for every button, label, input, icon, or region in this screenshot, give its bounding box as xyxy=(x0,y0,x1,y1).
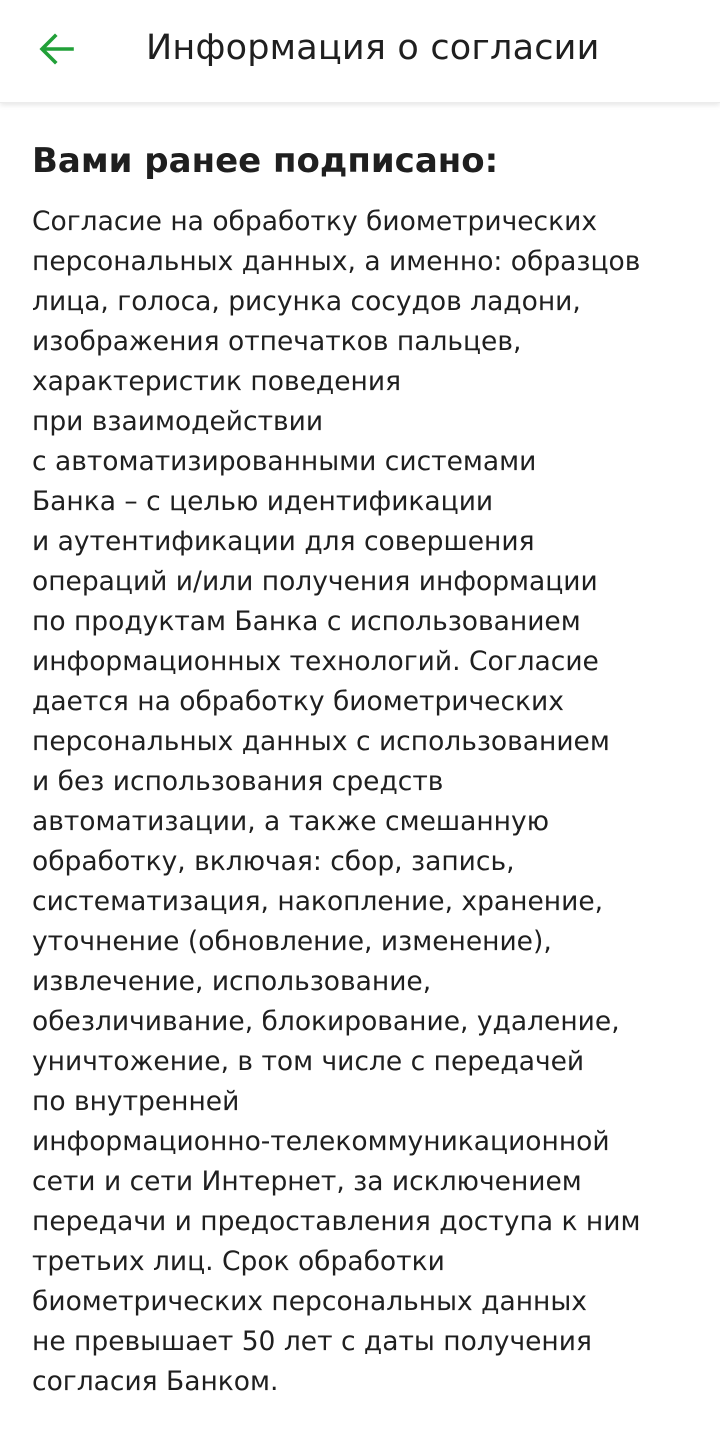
consent-text-line: сети и сети Интернет, за исключением xyxy=(32,1166,582,1197)
consent-text-line: обработку, включая: сбор, запись, xyxy=(32,846,515,877)
page-title: Информация о согласии xyxy=(146,28,600,68)
consent-text-line: с автоматизированными системами xyxy=(32,446,537,477)
consent-text-line: и без использования средств xyxy=(32,766,444,797)
consent-text-line: биометрических персональных данных xyxy=(32,1286,587,1317)
consent-text-line: информационных технологий. Согласие xyxy=(32,646,599,677)
consent-text xyxy=(32,202,688,1402)
section-heading: Вами ранее подписано: xyxy=(32,141,499,181)
consent-text-line: операций и/или получения информации xyxy=(32,566,598,597)
consent-text-line: характеристик поведения xyxy=(32,366,402,397)
consent-text-line: уничтожение, в том числе с передачей xyxy=(32,1046,585,1077)
consent-text-line: изображения отпечатков пальцев, xyxy=(32,326,522,357)
consent-text-line: обезличивание, блокирование, удаление, xyxy=(32,1006,620,1037)
consent-text-line: передачи и предоставления доступа к ним xyxy=(32,1206,641,1237)
consent-text-line: и аутентификации для совершения xyxy=(32,526,535,557)
consent-text-line: персональных данных с использованием xyxy=(32,726,610,757)
arrow-left-icon xyxy=(38,33,74,65)
consent-text-line: уточнение (обновление, изменение), xyxy=(32,926,552,957)
consent-text-line: персональных данных, а именно: образцов xyxy=(32,246,641,277)
consent-text-line: Банка – с целью идентификации xyxy=(32,486,494,517)
back-button[interactable] xyxy=(26,22,86,76)
consent-text-line: согласия Банком. xyxy=(32,1366,279,1397)
consent-text-line: третьих лиц. Срок обработки xyxy=(32,1246,445,1277)
consent-text-line: по внутренней xyxy=(32,1086,240,1117)
consent-text-line: при взаимодействии xyxy=(32,406,324,437)
consent-text-line: не превышает 50 лет с даты получения xyxy=(32,1326,592,1357)
consent-text-line: информационно-телекоммуникационной xyxy=(32,1126,610,1157)
consent-text-line: автоматизации, а также смешанную xyxy=(32,806,549,837)
consent-text-line: по продуктам Банка с использованием xyxy=(32,606,581,637)
consent-text-line: извлечение, использование, xyxy=(32,966,432,997)
consent-text-line: дается на обработку биометрических xyxy=(32,686,564,717)
consent-text-line: систематизация, накопление, хранение, xyxy=(32,886,604,917)
app-bar xyxy=(0,0,720,103)
consent-info-content xyxy=(32,135,688,1402)
consent-text-line: лица, голоса, рисунка сосудов ладони, xyxy=(32,286,581,317)
consent-text-line: Согласие на обработку биометрических xyxy=(32,206,598,237)
